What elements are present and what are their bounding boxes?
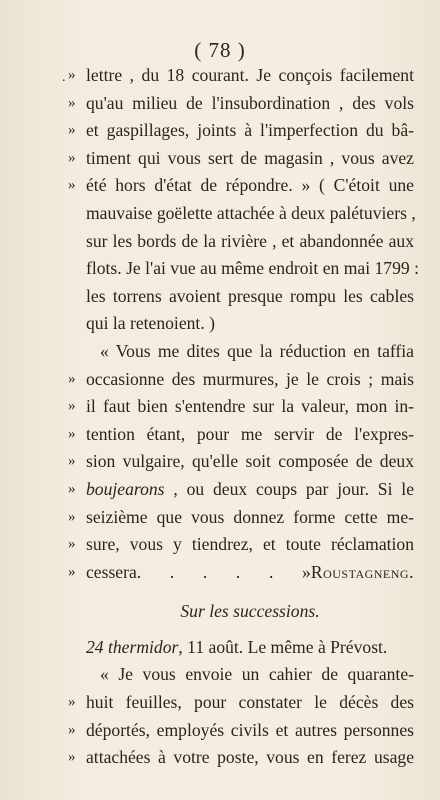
line-text: il faut bien s'entendre sur la valeur, mon in- (86, 396, 414, 417)
quote-mark: » (68, 749, 76, 766)
text-line (68, 145, 414, 173)
text-line (86, 228, 414, 256)
letter-paragraph-2 (68, 661, 414, 771)
text-line (68, 421, 414, 449)
text-line (68, 717, 414, 745)
quote-mark: » (68, 721, 76, 738)
text-line (86, 310, 414, 338)
text-line (86, 255, 419, 283)
quote-mark: » (68, 425, 76, 442)
quote-mark: » (68, 370, 76, 387)
text-line (68, 504, 414, 532)
text-line (68, 744, 414, 772)
line-text: sion vulgaire, qu'elle soit composée de deux (86, 451, 414, 472)
quote-mark: » (68, 122, 76, 139)
line-text: les torrens avoient presque rompu les cables (86, 285, 414, 306)
text-line (68, 448, 414, 476)
text-line (68, 172, 414, 200)
text-line (68, 90, 414, 118)
line-text: déportés, employés civils et autres personnes (86, 719, 414, 740)
page-body (68, 62, 419, 772)
text-line (86, 200, 414, 228)
text-line (68, 476, 414, 504)
section-heading (86, 598, 414, 626)
line-text: « Vous me dites que la réduction en taffia (100, 340, 414, 361)
text-line (68, 689, 414, 717)
line-text: mauvaise goëlette attachée à deux palétuviers , (86, 202, 416, 223)
dateline (86, 634, 414, 662)
text-line (68, 62, 414, 90)
closing-text: cessera. . . . . » (86, 561, 311, 582)
line-text: timent qui vous sert de magasin , vous avez (86, 147, 414, 168)
line-text: sure, vous y tiendrez, et toute réclamation (86, 534, 414, 555)
line-text: lettre , du 18 courant. Je conçois facilement (86, 65, 414, 85)
line-text: et gaspillages, joints à l'imperfection du bâ- (86, 120, 414, 141)
line-text-after: , ou deux coups par jour. Si le (164, 478, 414, 499)
quote-mark: » (68, 694, 76, 711)
quote-mark: » (68, 536, 76, 553)
quote-mark: » (68, 149, 76, 166)
letter-paragraph (68, 62, 419, 559)
quote-mark: » (68, 398, 76, 415)
line-text: « Je vous envoie un cahier de quarante- (100, 664, 414, 685)
line-italic-text: boujearons (86, 478, 165, 499)
quote-mark: » (68, 67, 76, 83)
text-line (68, 531, 414, 559)
page-number: ( 78 ) (194, 38, 246, 62)
text-line (68, 366, 414, 394)
dateline-date: 24 thermidor (86, 636, 179, 657)
line-text: qui la retenoient. ) (86, 313, 215, 334)
text-line (86, 283, 414, 311)
line-text: occasionne des murmures, je le crois ; mais (86, 368, 414, 389)
line-text: été hors d'état de répondre. » ( C'étoit une (86, 175, 414, 196)
quote-mark: » (68, 177, 76, 194)
text-line (68, 393, 414, 421)
text-line (86, 338, 414, 366)
closing-line (68, 559, 414, 587)
dateline-text: , 11 août. Le même à Prévost. (178, 636, 388, 657)
line-text: sur les bords de la rivière , et abandonnée aux (86, 230, 414, 251)
margin-mark: . (62, 70, 66, 85)
line-text: flots. Je l'ai vue au même endroit en mai 1799 : (86, 258, 419, 279)
quote-mark: » (68, 508, 76, 525)
quote-mark: » (68, 94, 76, 111)
line-text: attachées à votre poste, vous en ferez usage (86, 747, 414, 768)
text-line (86, 661, 414, 689)
line-text: huit feuilles, pour constater le décès des (86, 692, 414, 713)
line-text: tention étant, pour me servir de l'expres- (86, 423, 414, 444)
quote-mark: » (68, 563, 76, 580)
text-line (68, 117, 414, 145)
signature: Roustagneng. (310, 561, 414, 582)
quote-mark: » (68, 453, 76, 470)
line-text: seizième que vous donnez forme cette me- (86, 506, 414, 527)
quote-mark: » (68, 480, 76, 497)
line-text: qu'au milieu de l'insubordination , des vols (86, 92, 414, 113)
section-heading-text: Sur les successions. (180, 601, 320, 622)
